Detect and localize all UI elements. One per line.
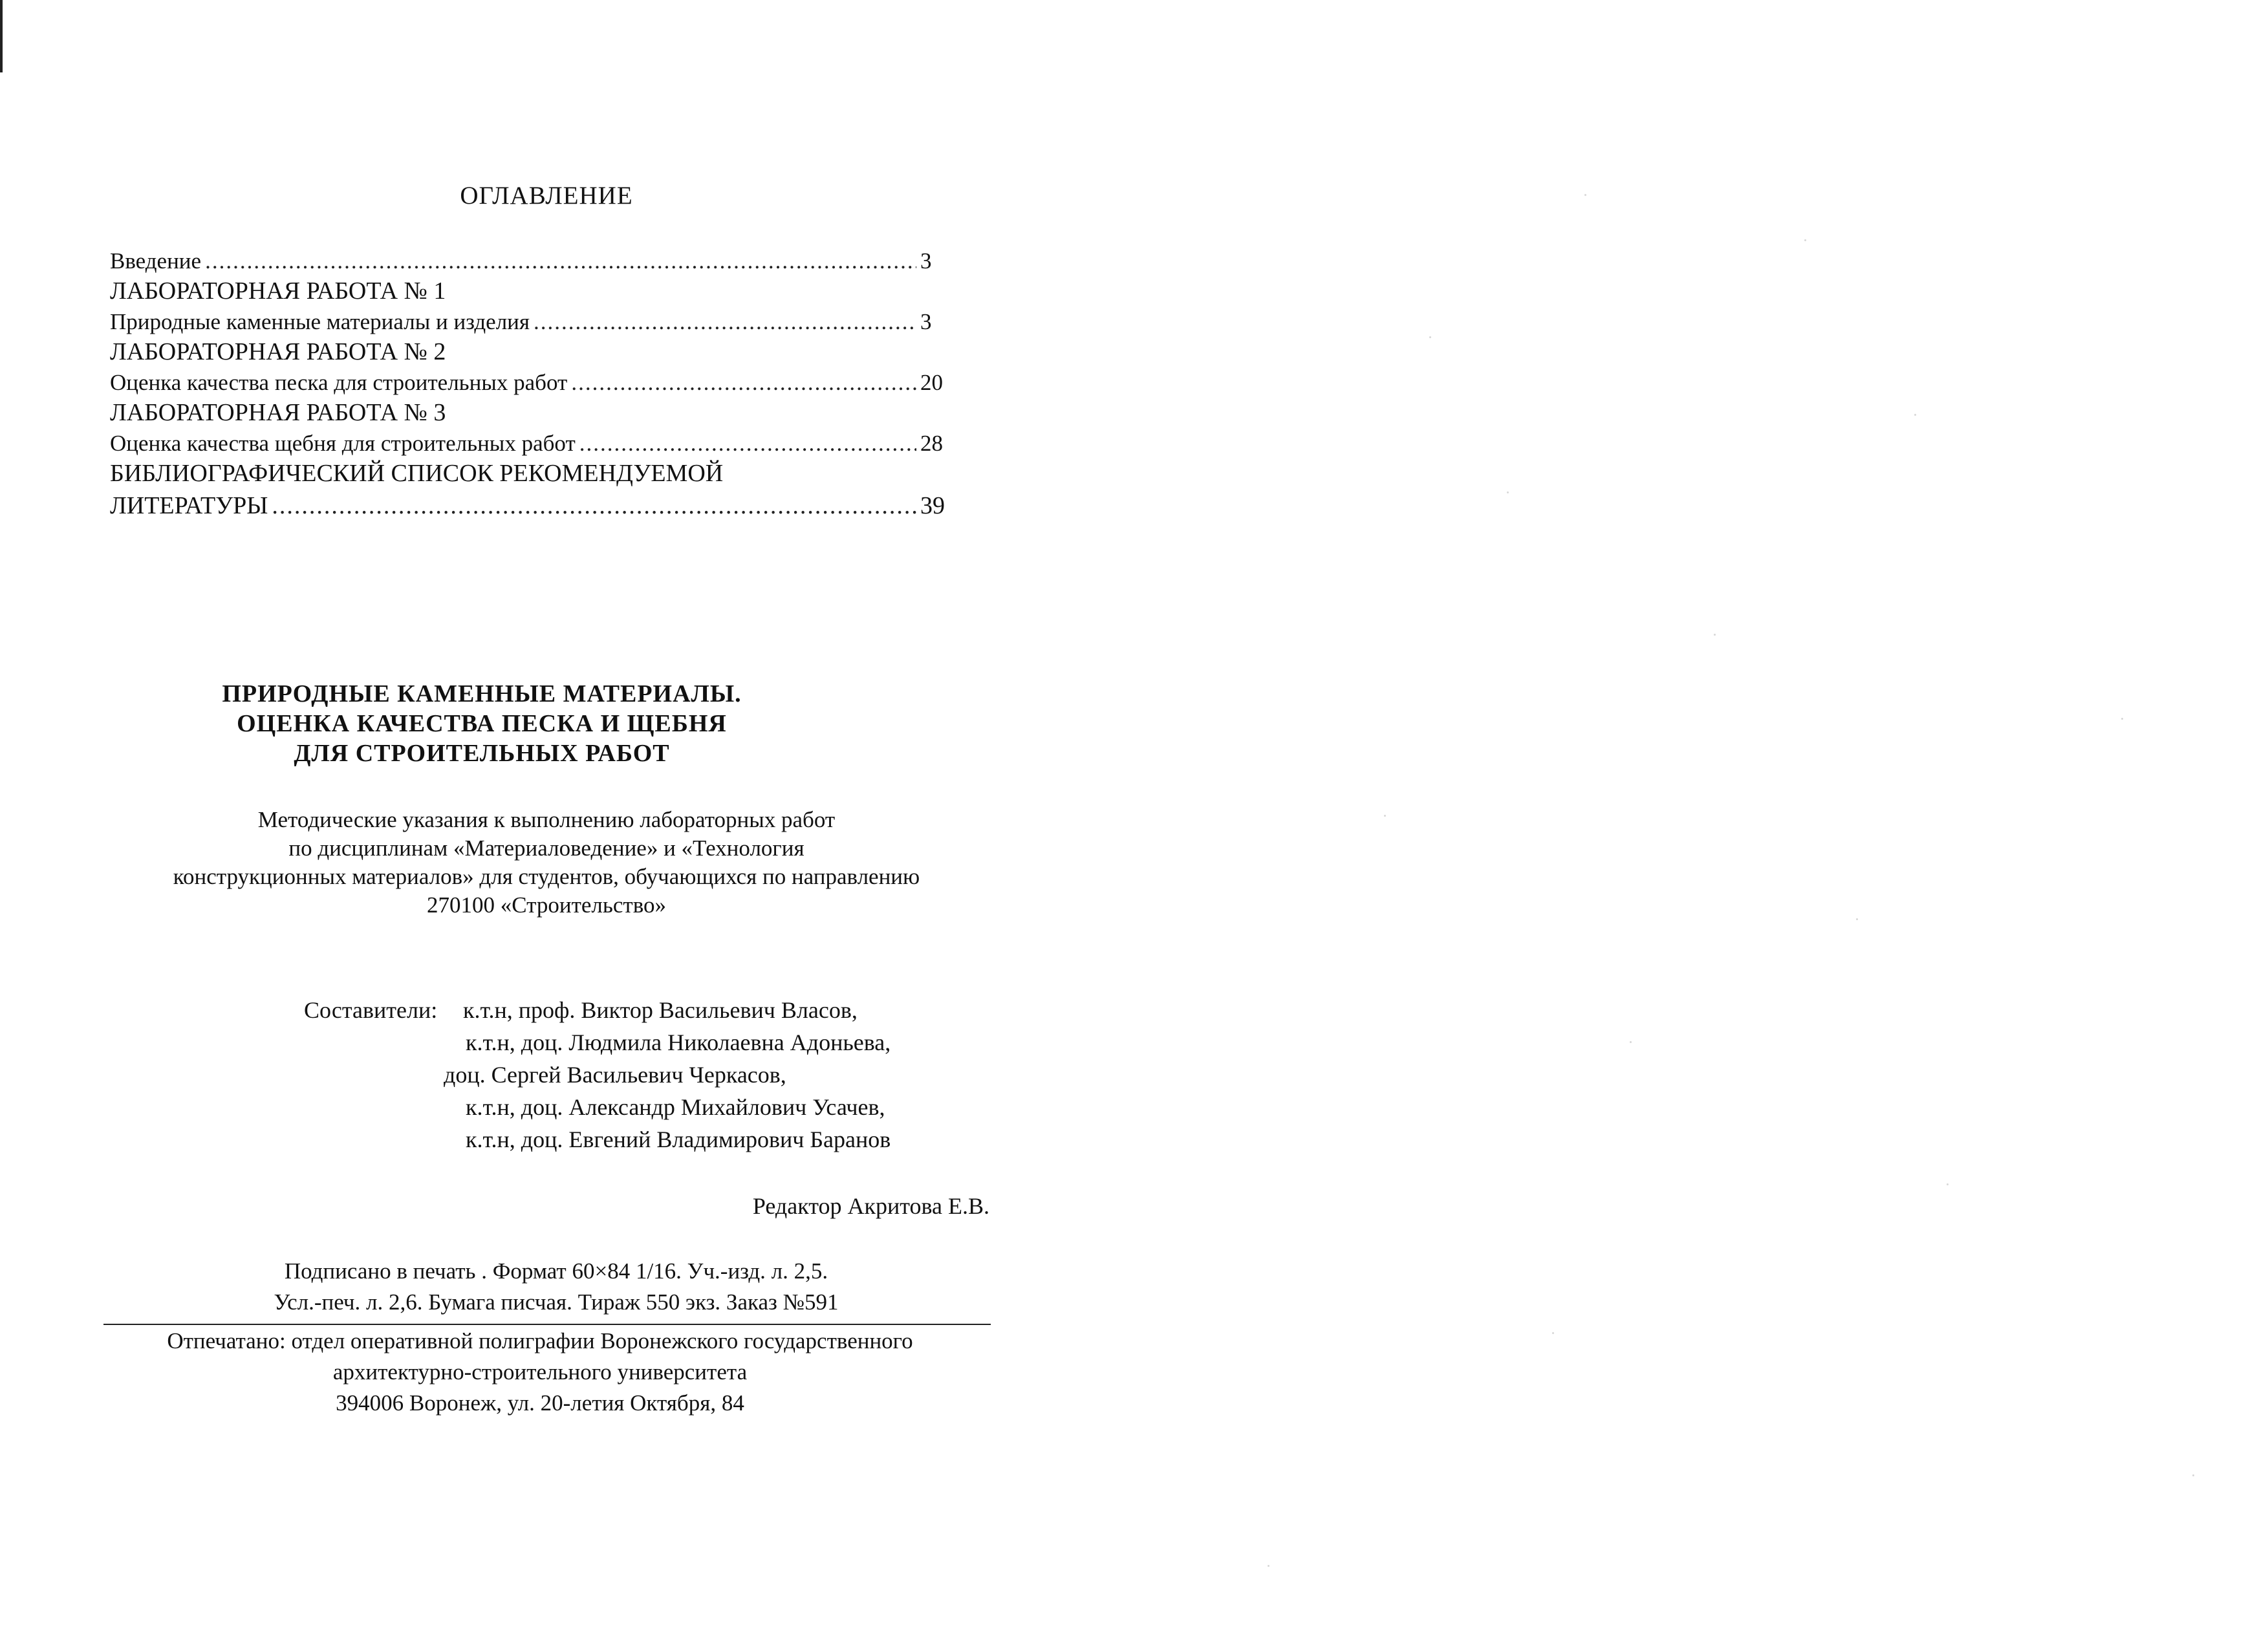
printer-line: Отпечатано: отдел оперативной полиграфии Воронежского государственного [167,1328,913,1353]
scan-speck [1552,1332,1554,1334]
compiler-name: к.т.н, доц. Людмила Николаевна Адоньева, [466,1029,891,1055]
compiler-name: к.т.н, доц. Евгений Владимирович Баранов [466,1126,891,1152]
scan-speck [1584,194,1586,196]
document-description [97,806,996,920]
toc-entry-bibliography [110,491,960,523]
toc-entry-page: 3 [920,309,932,334]
toc-entry-text: Введение [110,248,202,274]
scan-speck [1507,491,1509,493]
toc-entry-page: 20 [920,370,943,395]
toc-heading-lab-3 [110,398,960,428]
compilers-label: Составители: [304,997,438,1023]
toc-entry-introduction [110,246,960,276]
imprint-block [155,1256,957,1318]
compiler-name: к.т.н, доц. Александр Михайлович Усачев, [466,1094,885,1120]
toc-heading-text: ЛАБОРАТОРНАЯ РАБОТА № 1 [110,277,446,305]
compiler-name: к.т.н, проф. Виктор Васильевич Власов, [463,997,858,1023]
title-line: ДЛЯ СТРОИТЕЛЬНЫХ РАБОТ [294,740,670,767]
scan-speck [1429,336,1431,338]
scan-speck [2121,718,2123,720]
toc-entry-lab-1 [110,307,960,337]
toc-heading-bibliography [110,458,960,491]
toc-heading-lab-1 [110,276,960,307]
toc-leader-dots [534,307,916,337]
imprint-line: Усл.-печ. л. 2,6. Бумага писчая. Тираж 550 экз. Заказ №591 [274,1289,839,1315]
printer-line: 394006 Воронеж, ул. 20-летия Октября, 84 [336,1390,744,1416]
compilers-block [304,994,977,1156]
compiler-line [304,1123,977,1156]
scan-speck [2192,1474,2194,1476]
imprint-divider [103,1324,991,1325]
scan-speck [1384,815,1386,817]
toc-leader-dots [205,246,916,276]
toc-leader-dots [579,428,916,458]
toc-heading-text: ЛАБОРАТОРНАЯ РАБОТА № 3 [110,399,446,426]
toc-entry-page: 39 [920,492,945,519]
compiler-line [304,1026,977,1059]
printer-line: архитектурно-строительного университета [332,1359,748,1385]
editor-line: Редактор Акритова Е.В. [752,1193,989,1219]
compiler-line [304,1091,977,1123]
scan-speck [1914,414,1916,416]
toc-leader-dots [571,367,916,398]
toc-list [110,246,960,523]
description-line: конструкционных материалов» для студентов, обучающихся по направлению [173,864,920,889]
description-line: по дисциплинам «Материаловедение» и «Технология [288,835,805,861]
scan-edge-mark [0,0,3,72]
description-line: Методические указания к выполнению лабораторных работ [257,807,836,832]
toc-leader-dots [272,491,916,521]
toc-heading-text: ЛАБОРАТОРНАЯ РАБОТА № 2 [110,338,446,365]
toc-heading-lab-2 [110,337,960,367]
scan-speck [1630,1041,1632,1043]
toc-entry-text: Оценка качества песка для строительных работ [110,370,568,395]
scan-speck [1804,239,1806,241]
toc-entry-lab-3 [110,428,960,458]
compiler-name: доц. Сергей Васильевич Черкасов, [444,1062,786,1088]
toc-entry-lab-2 [110,367,960,398]
imprint-line: Подписано в печать . Формат 60×84 1/16. Уч.-изд. л. 2,5. [284,1258,828,1284]
scan-speck [1947,1183,1949,1185]
toc-entry-text: Оценка качества щебня для строительных работ [110,431,576,456]
toc-entry-text: Природные каменные материалы и изделия [110,309,530,334]
toc-entry-text: ЛИТЕРАТУРЫ [110,492,268,519]
toc-title: ОГЛАВЛЕНИЕ [460,182,633,210]
toc-entry-page: 28 [920,431,943,456]
scan-speck [1268,1565,1269,1567]
compiler-line [304,1059,977,1091]
compiler-line [304,994,977,1026]
title-line: ПРИРОДНЫЕ КАМЕННЫЕ МАТЕРИАЛЫ. [222,680,742,707]
toc-heading-text: БИБЛИОГРАФИЧЕСКИЙ СПИСОК РЕКОМЕНДУЕМОЙ [110,460,724,487]
toc-entry-page: 3 [920,248,932,274]
scan-speck [1856,918,1858,920]
scan-speck [1714,634,1716,636]
title-line: ОЦЕНКА КАЧЕСТВА ПЕСКА И ЩЕБНЯ [237,710,727,737]
printer-block [97,1326,983,1419]
description-line: 270100 «Строительство» [427,892,666,918]
document-title [129,679,834,768]
